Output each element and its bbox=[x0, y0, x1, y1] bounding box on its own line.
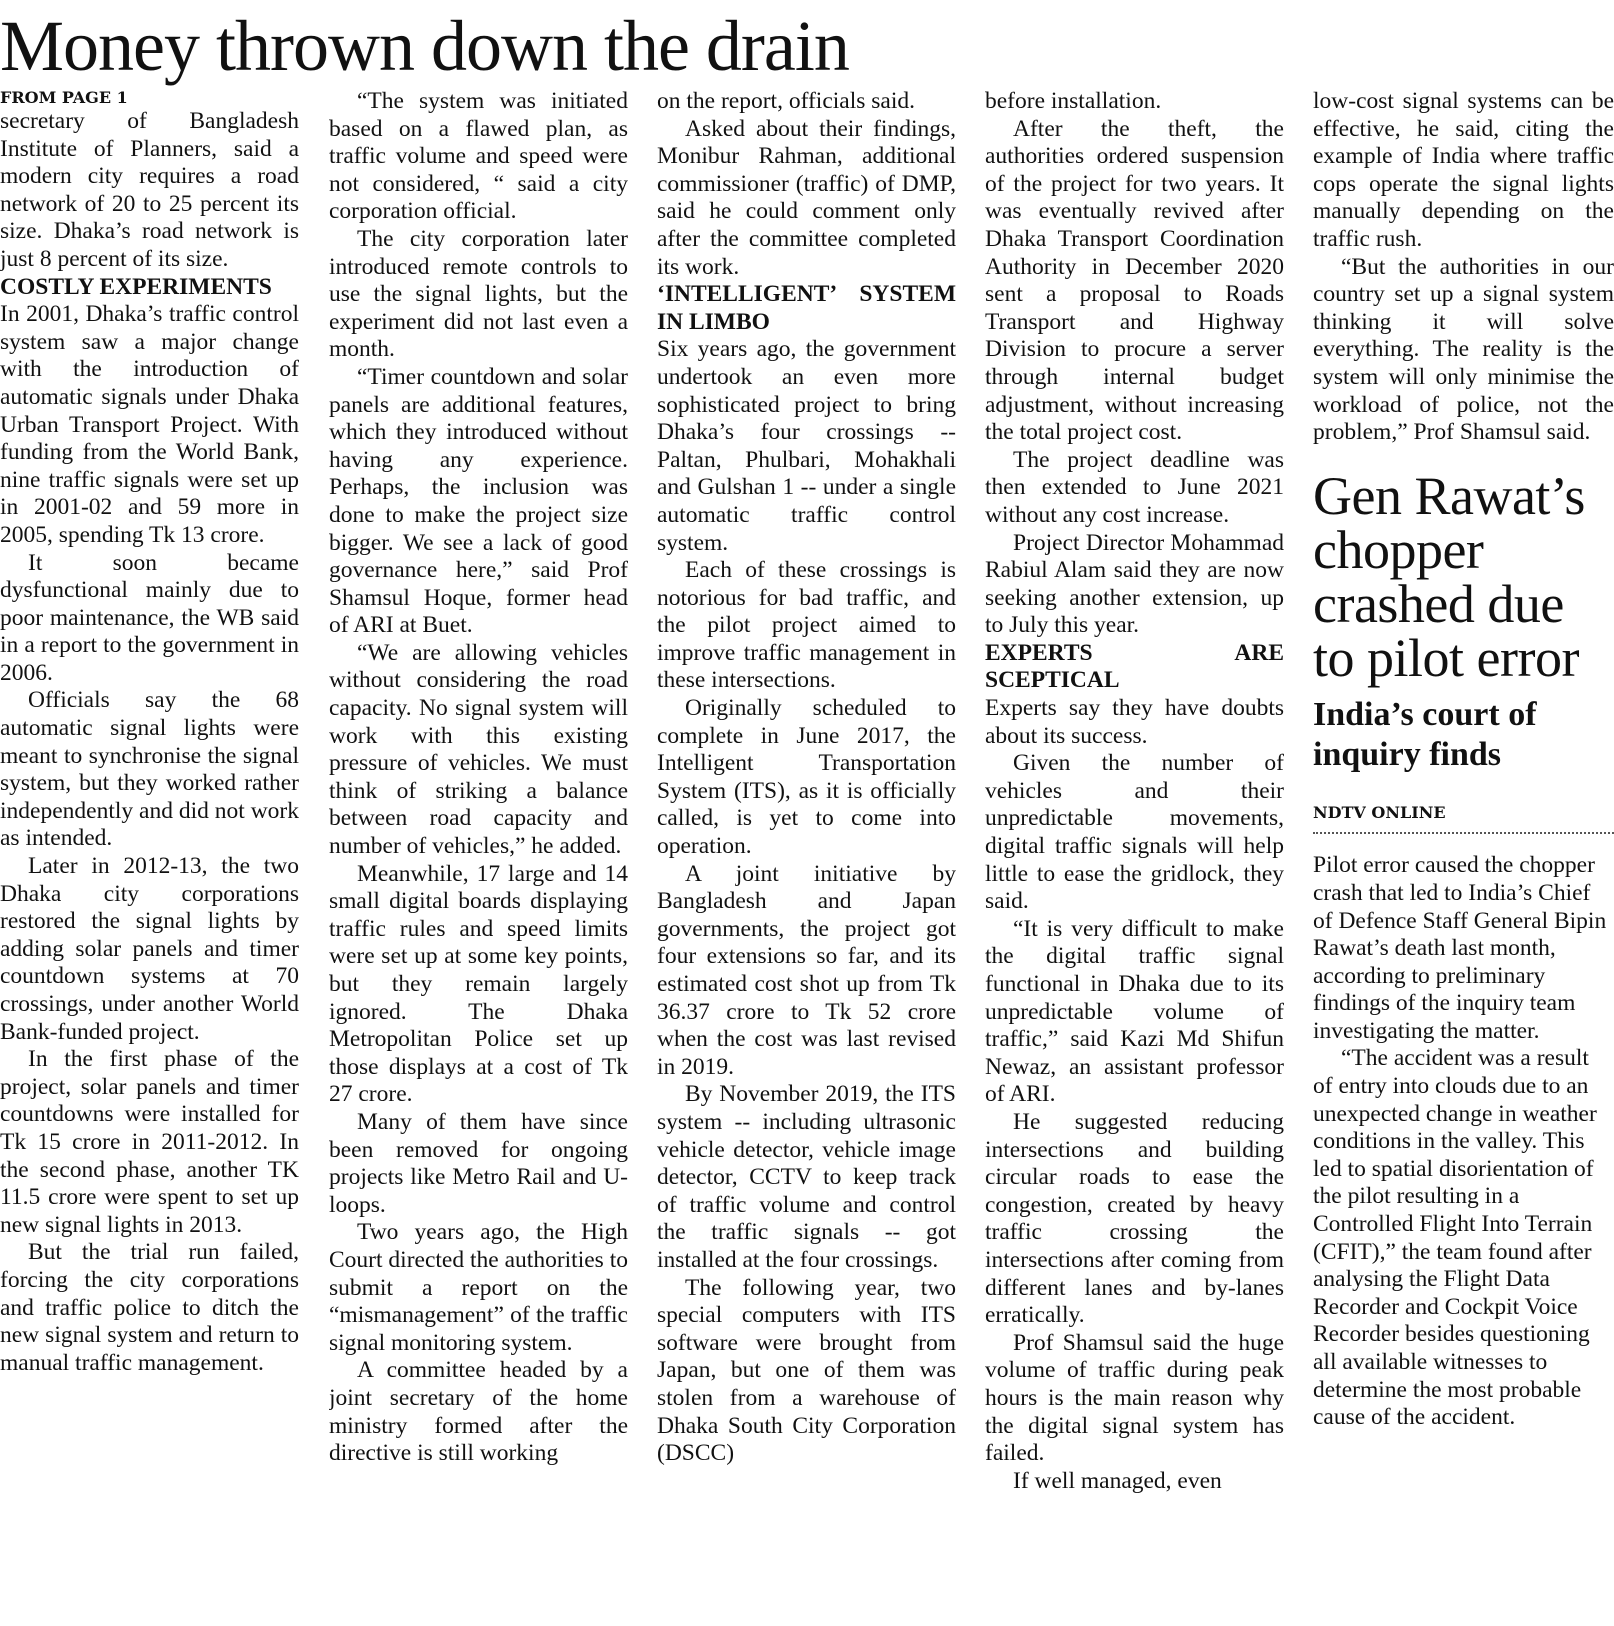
column-4 bbox=[985, 88, 1284, 1626]
subheading-costly-experiments: COSTLY EXPERIMENTS bbox=[0, 273, 272, 300]
paragraph: In the first phase of the project, solar panels and timer countdowns were installed for Tk 15 crore in 2011-2012. In the second phase, another TK 11.5 crore were spent to set up new signal lights in 2013. bbox=[0, 1046, 299, 1238]
page-headline: Money thrown down the drain bbox=[0, 6, 849, 86]
paragraph: on the report, officials said. bbox=[657, 88, 915, 114]
byline: NDTV ONLINE bbox=[1313, 799, 1614, 835]
column-1 bbox=[0, 88, 299, 1626]
paragraph: Project Director Mohammad Rabiul Alam said they are now seeking another extension, up to July this year. bbox=[985, 529, 1284, 639]
paragraph: Each of these crossings is notorious for bad traffic, and the pilot project aimed to improve traffic management in these intersections. bbox=[657, 557, 956, 694]
paragraph: Many of them have since been removed for ongoing projects like Metro Rail and U-loops. bbox=[329, 1108, 628, 1218]
subheading-experts-sceptical: EXPERTS ARE SCEPTICAL bbox=[985, 639, 1284, 694]
paragraph: He suggested reducing intersections and building circular roads to ease the congestion, created by heavy traffic crossing the intersections after coming from different lanes and by-lanes erratically. bbox=[985, 1108, 1284, 1329]
paragraph: The following year, two special computers with ITS software were brought from Japan, but one of them was stolen from a warehouse of Dhaka South City Corporation (DSCC) bbox=[657, 1274, 956, 1467]
second-story-body bbox=[1313, 852, 1614, 1431]
paragraph: A joint initiative by Bangladesh and Japan governments, the project got four extensions so far, and its estimated cost shot up from Tk 36.37 crore to Tk 52 crore when the cost was last revised in 2019. bbox=[657, 860, 956, 1080]
paragraph: “The accident was a result of entry into clouds due to an unexpected change in weather conditions in the valley. This led to spatial disorientation of the pilot resulting in a Controlled Flight Into Terrain (CFIT),” the team found after analysing the Flight Data Recorder and Cockpit Voice Recorder besides questioning all available witnesses to determine the most probable cause of the accident. bbox=[1313, 1045, 1597, 1431]
paragraph: “But the authorities in our country set up a signal system thinking it will solve everything. The reality is the system will only minimise the workload of police, not the problem,” Prof Shamsul said. bbox=[1313, 253, 1614, 446]
column-2 bbox=[329, 88, 628, 1626]
paragraph: Six years ago, the government undertook an even more sophisticated project to bring Dhaka’s four crossings -- Paltan, Phulbari, Mohakhali and Gulshan 1 -- under a single automatic traffic control system. bbox=[657, 336, 956, 556]
paragraph: Originally scheduled to complete in June 2017, the Intelligent Transportation System (ITS), as it is officially called, is yet to come into operation. bbox=[657, 695, 956, 860]
paragraph: Pilot error caused the chopper crash that led to India’s Chief of Defence Staff General Bipin Rawat’s death last month, according to preliminary findings of the inquiry team investigating the matter. bbox=[1313, 852, 1607, 1044]
paragraph: It soon became dysfunctional mainly due to poor maintenance, the WB said in a report to the government in 2006. bbox=[0, 549, 299, 686]
paragraph: “Timer countdown and solar panels are additional features, which they introduced without having any experience. Perhaps, the inclusion was done to make the project size bigger. We see a lack of good governance here,” said Prof Shamsul Hoque, former head of ARI at Buet. bbox=[329, 363, 628, 639]
paragraph: Asked about their findings, Monibur Rahman, additional commissioner (traffic) of DMP, said he could comment only after the committee completed its work. bbox=[657, 115, 956, 280]
paragraph: By November 2019, the ITS system -- including ultrasonic vehicle detector, vehicle image detector, CCTV to keep track of traffic volume and control the traffic signals -- got installed at the four crossings. bbox=[657, 1081, 956, 1273]
paragraph: “It is very difficult to make the digital traffic signal functional in Dhaka due to its unpredictable volume of traffic,” said Kazi Md Shifun Newaz, an assistant professor of ARI. bbox=[985, 915, 1284, 1108]
column-3 bbox=[657, 88, 956, 1626]
paragraph: secretary of Bangladesh Institute of Planners, said a modern city requires a road network of 20 to 25 percent its size. Dhaka’s road network is just 8 percent of its size. bbox=[0, 108, 299, 272]
paragraph: Experts say they have doubts about its success. bbox=[985, 695, 1284, 749]
paragraph: The city corporation later introduced remote controls to use the signal lights, but the experiment did not last even a month. bbox=[329, 225, 628, 363]
paragraph: low-cost signal systems can be effective, he said, citing the example of India where traffic cops operate the signal lights manually depending on the traffic rush. bbox=[1313, 88, 1614, 252]
paragraph: Officials say the 68 automatic signal lights were meant to synchronise the signal system, but they worked rather independently and did not work as intended. bbox=[0, 687, 299, 852]
paragraph: Given the number of vehicles and their unpredictable movements, digital traffic signals will help little to ease the gridlock, they said. bbox=[985, 750, 1284, 915]
column-5 bbox=[1313, 88, 1614, 1626]
paragraph: The project deadline was then extended to June 2021 without any cost increase. bbox=[985, 446, 1284, 528]
kicker-from-page-1: FROM PAGE 1 bbox=[0, 88, 128, 107]
paragraph: Meanwhile, 17 large and 14 small digital boards displaying traffic rules and speed limits were set up at some key points, but they remain largely ignored. The Dhaka Metropolitan Police set up those displays at a cost of Tk 27 crore. bbox=[329, 860, 628, 1108]
paragraph: Two years ago, the High Court directed the authorities to submit a report on the “mismanagement” of the traffic signal monitoring system. bbox=[329, 1219, 628, 1356]
second-story bbox=[1313, 465, 1614, 1432]
paragraph: before installation. bbox=[985, 88, 1162, 114]
second-story-headline: Gen Rawat’s chopper crashed due to pilot error bbox=[1313, 465, 1585, 688]
second-story-deck: India’s court of inquiry finds bbox=[1313, 695, 1537, 773]
paragraph: A committee headed by a joint secretary of the home ministry formed after the directive is still working bbox=[329, 1357, 628, 1467]
paragraph: “The system was initiated based on a flawed plan, as traffic volume and speed were not considered, “ said a city corporation official. bbox=[329, 88, 628, 225]
paragraph: “We are allowing vehicles without considering the road capacity. No signal system will work with this existing pressure of vehicles. We must think of striking a balance between road capacity and number of vehicles,” he added. bbox=[329, 639, 628, 860]
paragraph: Prof Shamsul said the huge volume of traffic during peak hours is the main reason why the digital signal system has failed. bbox=[985, 1329, 1284, 1467]
paragraph: Later in 2012-13, the two Dhaka city corporations restored the signal lights by adding solar panels and timer countdown systems at 70 crossings, under another World Bank-funded project. bbox=[0, 853, 299, 1045]
paragraph: But the trial run failed, forcing the city corporations and traffic police to ditch the new signal system and return to manual traffic management. bbox=[0, 1239, 299, 1376]
paragraph: In 2001, Dhaka’s traffic control system saw a major change with the introduction of automatic signals under Dhaka Urban Transport Project. With funding from the World Bank, nine traffic signals were set up in 2001-02 and 59 more in 2005, spending Tk 13 crore. bbox=[0, 301, 299, 548]
paragraph: If well managed, even bbox=[1013, 1467, 1222, 1494]
subheading-intelligent-system: ‘INTELLIGENT’ SYSTEM IN LIMBO bbox=[657, 281, 956, 335]
paragraph: After the theft, the authorities ordered suspension of the project for two years. It was eventually revived after Dhaka Transport Coordination Authority in December 2020 sent a proposal to Roads Transport and Highway Division to procure a server through internal budget adjustment, without increasing the total project cost. bbox=[985, 115, 1284, 446]
